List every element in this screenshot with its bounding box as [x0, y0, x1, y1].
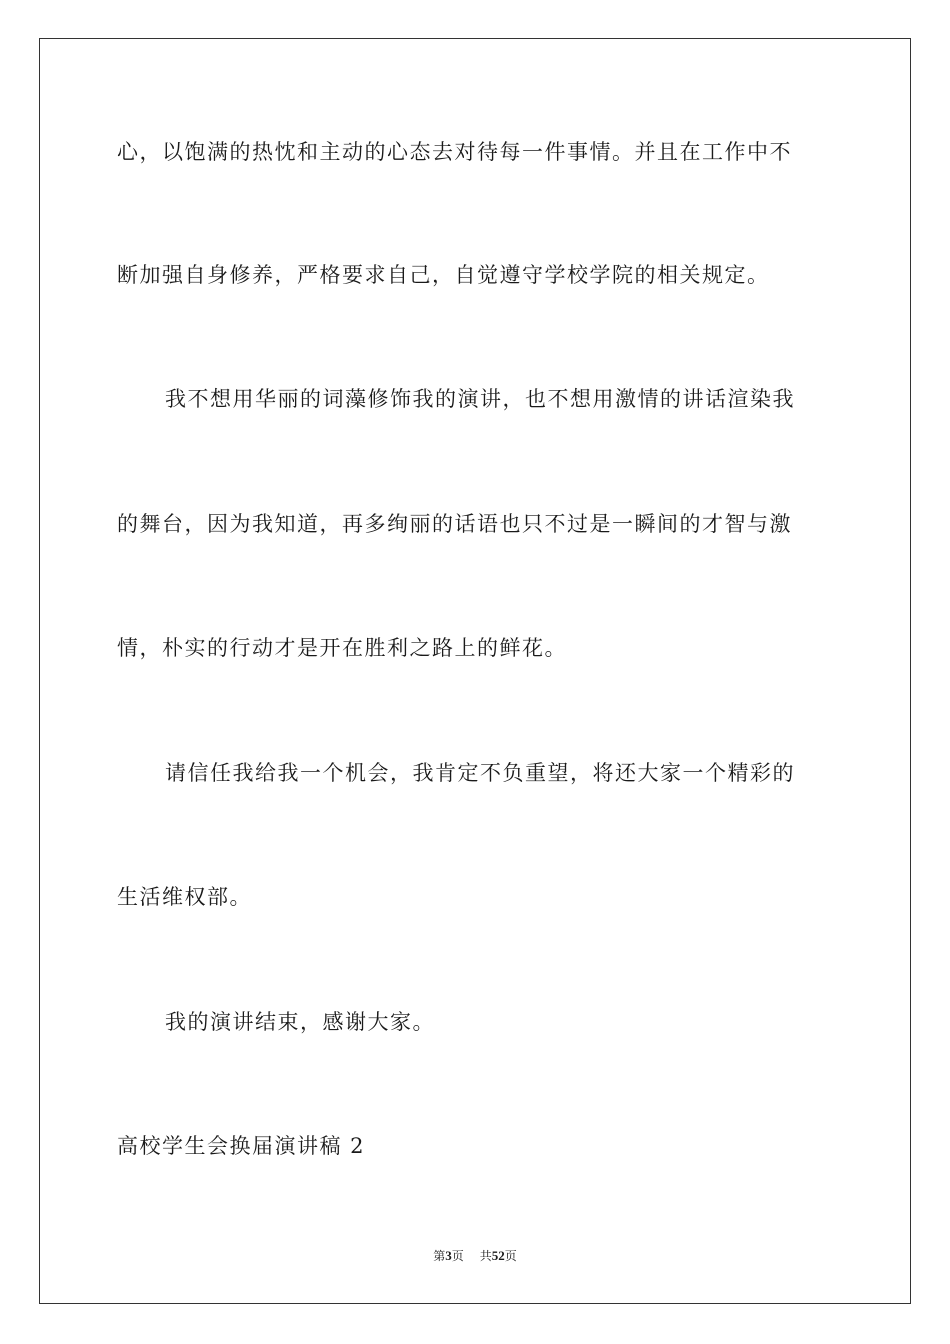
footer-total-prefix: 共 — [479, 1249, 492, 1263]
paragraph-line: 我不想用华丽的词藻修饰我的演讲，也不想用激情的讲话渲染我 — [165, 387, 795, 411]
paragraph-line: 心，以饱满的热忱和主动的心态去对待每一件事情。并且在工作中不 — [117, 140, 792, 164]
paragraph-line: 情，朴实的行动才是开在胜利之路上的鲜花。 — [117, 636, 567, 660]
paragraph-line: 请信任我给我一个机会，我肯定不负重望，将还大家一个精彩的 — [165, 761, 795, 785]
paragraph-line: 我的演讲结束，感谢大家。 — [165, 1010, 435, 1034]
footer-page-suffix: 页 — [451, 1249, 464, 1263]
page-frame — [39, 38, 911, 1304]
paragraph-line: 生活维权部。 — [117, 885, 252, 909]
section-heading: 高校学生会换届演讲稿 2 — [117, 1134, 366, 1158]
paragraph-line: 的舞台，因为我知道，再多绚丽的话语也只不过是一瞬间的才智与激 — [117, 512, 792, 536]
footer-page-total: 52 — [491, 1248, 505, 1263]
paragraph-line: 断加强自身修养，严格要求自己，自觉遵守学校学院的相关规定。 — [117, 263, 770, 287]
footer-page-current: 3 — [445, 1248, 452, 1263]
footer-page-prefix: 第 — [433, 1249, 446, 1263]
page-footer — [0, 1248, 950, 1264]
footer-total-suffix: 页 — [504, 1249, 517, 1263]
